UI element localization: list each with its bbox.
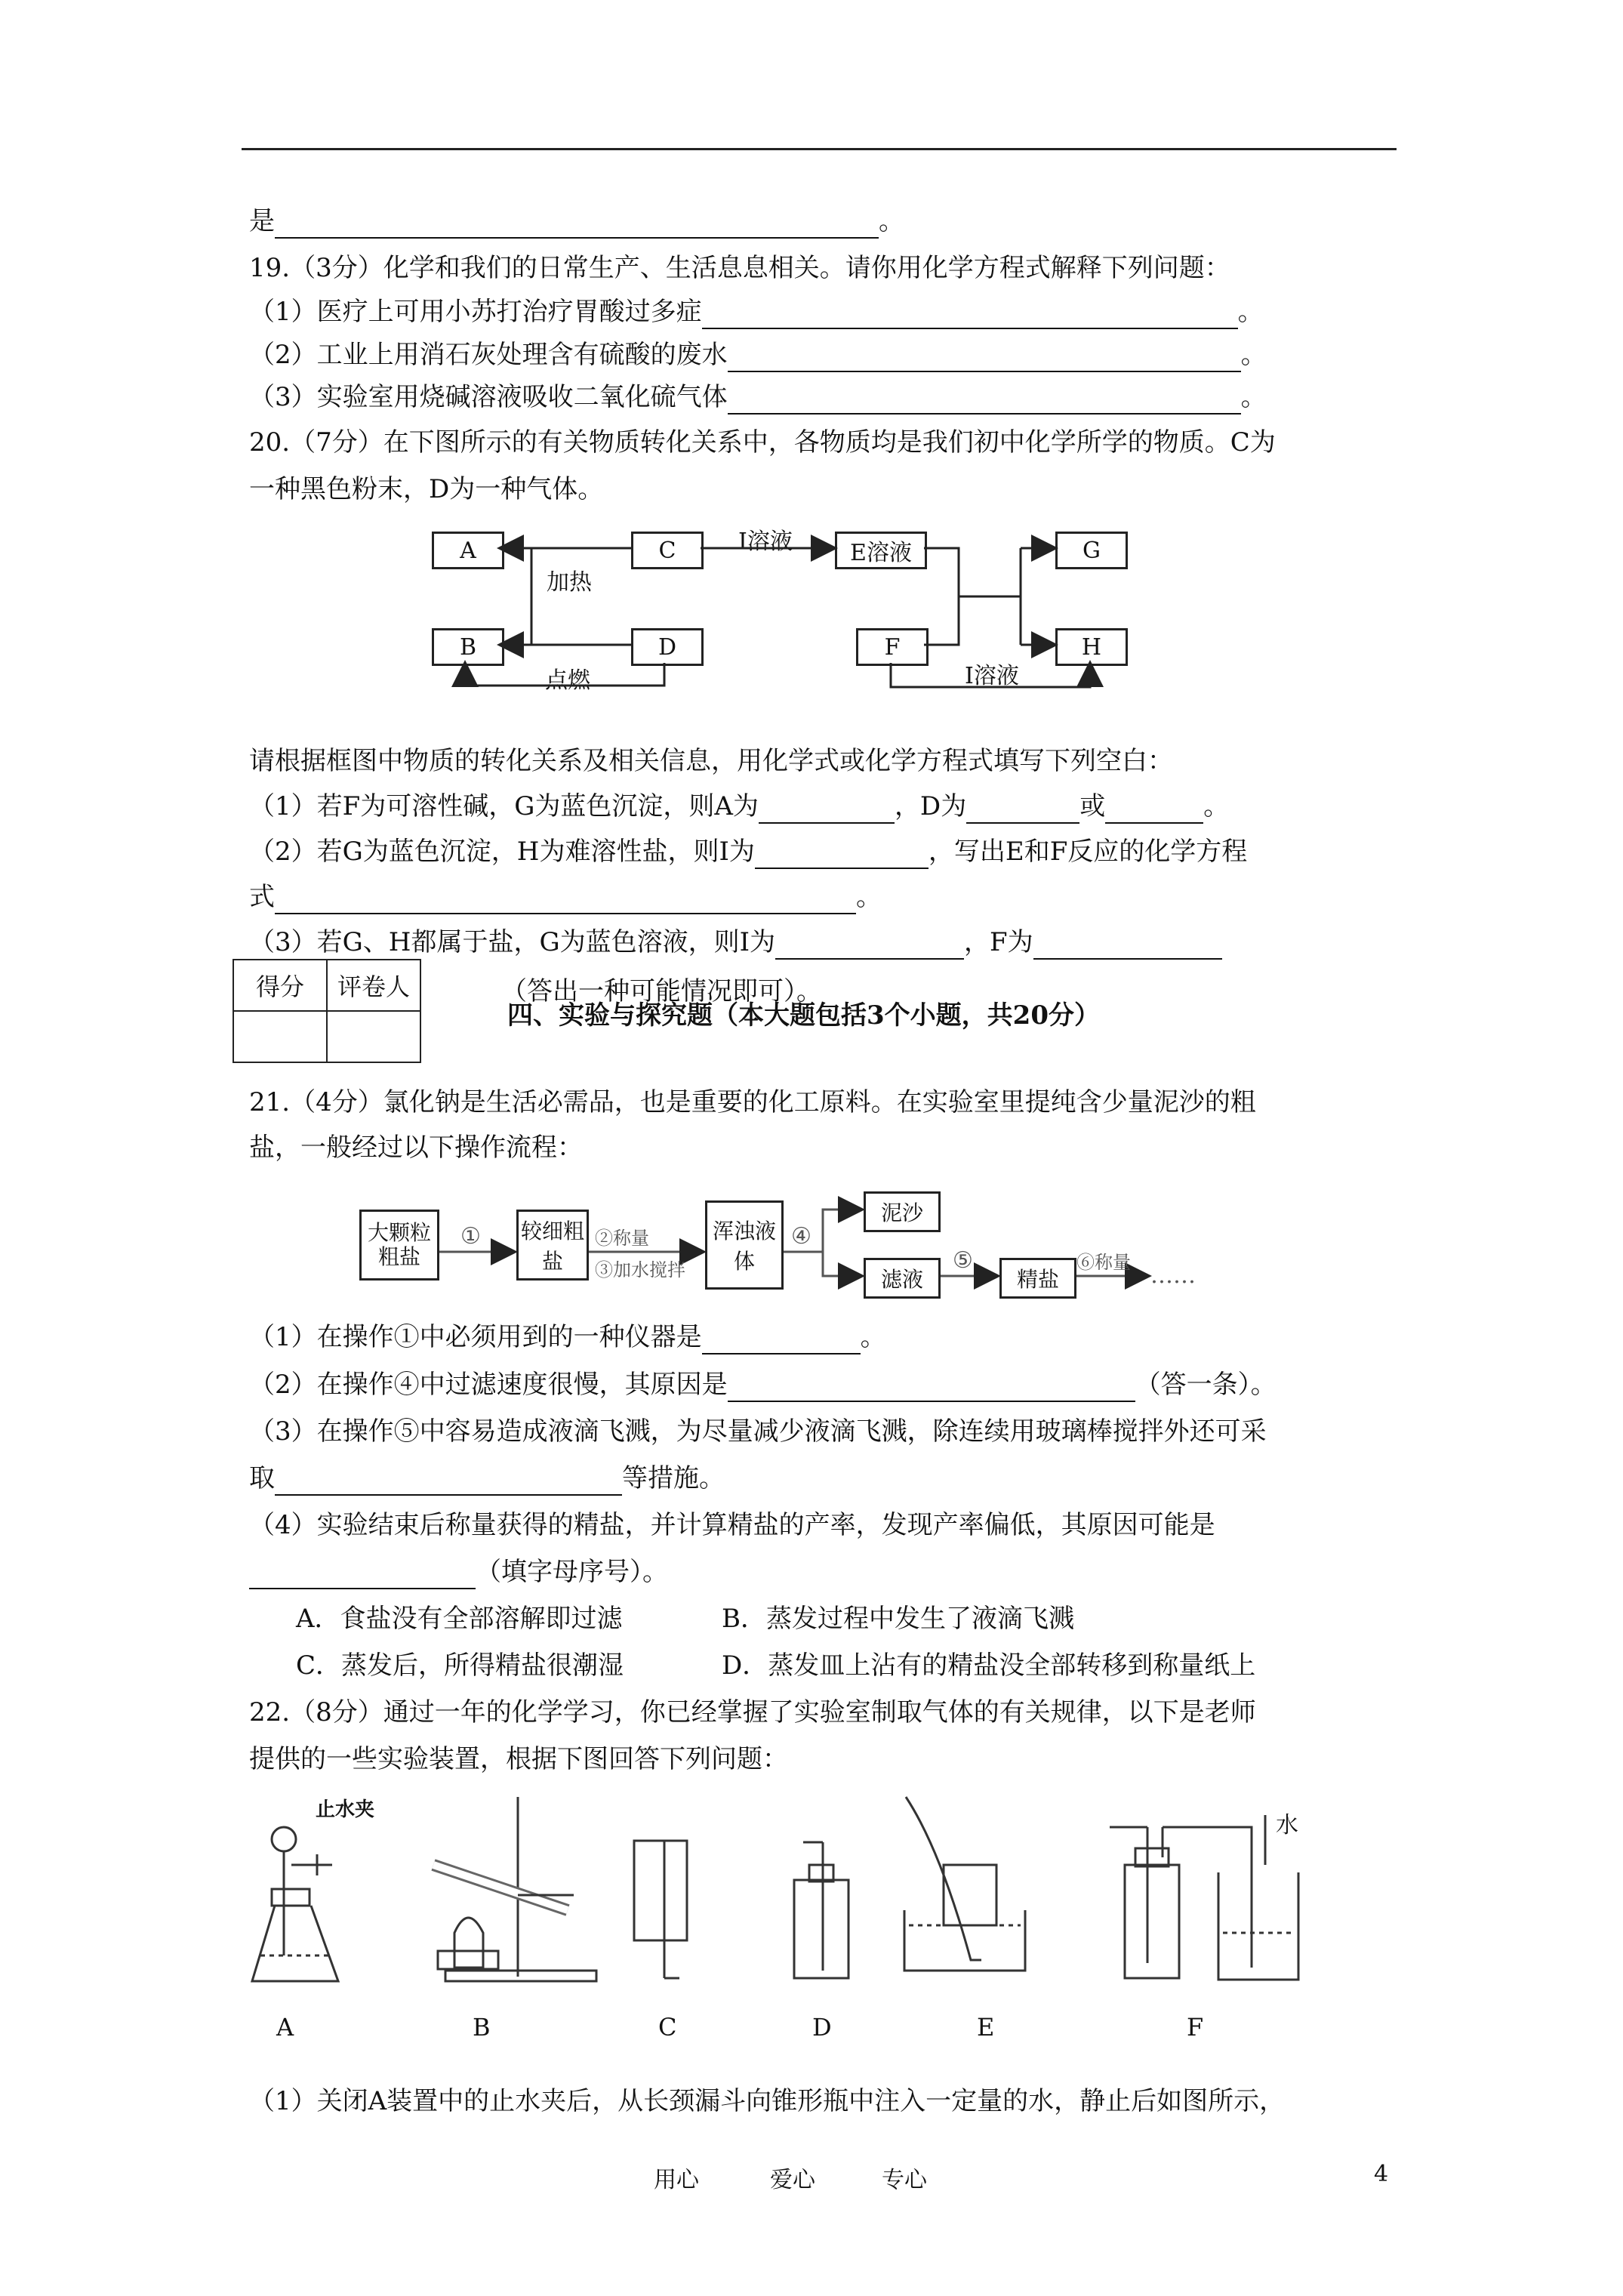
step-1-label: ① xyxy=(460,1223,481,1250)
option-b: B．蒸发过程中发生了液滴飞溅 xyxy=(722,1604,1074,1634)
header-rule xyxy=(242,148,1397,150)
box-e: E溶液 xyxy=(835,532,927,569)
answer-blank[interactable] xyxy=(966,795,1079,824)
question-20-3-note: （答出一种可能情况即可）。 xyxy=(501,976,822,1006)
answer-blank[interactable] xyxy=(275,210,879,239)
question-21: 21.（4分）氯化钠是生活必需品，也是重要的化工原料。在实验室里提纯含少量泥沙的粗 xyxy=(249,1087,1256,1117)
clamp-label: 止水夹 xyxy=(316,1798,375,1821)
apparatus-label-d: D xyxy=(812,2013,832,2042)
grader-cell[interactable] xyxy=(327,1011,420,1062)
question-19-2: （2）工业上用消石灰处理含有硫酸的废水 。 xyxy=(249,337,1267,372)
apparatus-d-drawing xyxy=(794,1842,848,1978)
section-4-title: 四、实验与探究题（本大题包括3个小题，共20分） xyxy=(507,1000,1100,1031)
question-21-3-cont: 取 等措施。 xyxy=(249,1461,725,1496)
question-22-cont: 提供的一些实验装置，根据下图回答下列问题： xyxy=(249,1744,788,1774)
apparatus-label-f: F xyxy=(1187,2013,1204,2042)
apparatus-label-a: A xyxy=(276,2013,294,2042)
question-20-2-cont: 式 。 xyxy=(249,880,882,914)
question-22: 22.（8分）通过一年的化学学习，你已经掌握了实验室制取气体的有关规律，以下是老师 xyxy=(249,1697,1256,1727)
step-2-label: ②称量 xyxy=(595,1228,649,1249)
water-label: 水 xyxy=(1276,1812,1298,1838)
box-g: G xyxy=(1055,532,1128,569)
question-20-2: （2）若G为蓝色沉淀，H为难溶性盐，则I为 ，写出E和F反应的化学方程 xyxy=(249,834,1247,869)
grader-header: 评卷人 xyxy=(327,960,420,1011)
question-20: 20.（7分）在下图所示的有关物质转化关系中，各物质均是我们初中化学所学的物质。C为 xyxy=(249,427,1276,458)
score-cell[interactable] xyxy=(233,1011,327,1062)
footer-item: 专心 xyxy=(882,2167,927,2193)
label-heat: 加热 xyxy=(547,569,592,596)
flow-box-filtrate: 滤液 xyxy=(864,1258,941,1299)
question-20-cont: 一种黑色粉末，D为一种气体。 xyxy=(249,474,604,504)
question-21-4: （4）实验结束后称量获得的精盐，并计算精盐的产率，发现产率偏低，其原因可能是 xyxy=(249,1510,1215,1540)
question-21-3: （3）在操作⑤中容易造成液滴飞溅，为尽量减少液滴飞溅，除连续用玻璃棒搅拌外还可采 xyxy=(249,1416,1267,1447)
answer-blank[interactable] xyxy=(728,386,1241,415)
flow-box-coarse-salt: 大颗粒粗盐 xyxy=(359,1210,439,1281)
flow-ellipsis: …… xyxy=(1150,1262,1196,1289)
question-19-3: （3）实验室用烧碱溶液吸收二氧化硫气体 。 xyxy=(249,380,1267,415)
box-b: B xyxy=(432,628,504,666)
box-d: D xyxy=(631,628,704,666)
answer-blank[interactable] xyxy=(728,344,1241,372)
apparatus-b-drawing xyxy=(433,1797,596,1981)
apparatus-label-b: B xyxy=(473,2013,491,2042)
step-4-label: ④ xyxy=(791,1223,812,1250)
apparatus-a-drawing xyxy=(252,1827,338,1981)
flow-box-sediment: 泥沙 xyxy=(864,1191,941,1232)
step-5-label: ⑤ xyxy=(953,1247,973,1274)
score-table xyxy=(233,959,421,1063)
answer-blank[interactable] xyxy=(755,840,929,869)
apparatus-e-drawing xyxy=(904,1797,1025,1971)
question-21-4-cont: （填字母序号）。 xyxy=(249,1555,668,1589)
answer-blank[interactable] xyxy=(1033,931,1222,960)
apparatus-c-drawing xyxy=(634,1841,687,1978)
step-6-label: ⑥称量 xyxy=(1076,1252,1131,1273)
box-f: F xyxy=(856,628,929,666)
footer-item: 爱心 xyxy=(770,2167,815,2193)
label-i-solution-bottom: I溶液 xyxy=(965,663,1019,689)
answer-blank[interactable] xyxy=(249,1561,476,1589)
answer-blank[interactable] xyxy=(702,1326,861,1354)
question-21-1: （1）在操作①中必须用到的一种仪器是 。 xyxy=(249,1320,886,1354)
option-c: C．蒸发后，所得精盐很潮湿 xyxy=(296,1650,624,1681)
apparatus-f-drawing xyxy=(1110,1815,1298,1980)
question-21-2: （2）在操作④中过滤速度很慢，其原因是 （答一条）。 xyxy=(249,1367,1277,1402)
box-h: H xyxy=(1055,628,1128,666)
flow-box-fine-salt: 较细粗盐 xyxy=(516,1210,589,1281)
question-19-1: （1）医疗上可用小苏打治疗胃酸过多症 。 xyxy=(249,294,1264,329)
answer-blank[interactable] xyxy=(702,300,1238,329)
question-22-1: （1）关闭A装置中的止水夹后，从长颈漏斗向锥形瓶中注入一定量的水，静止后如图所示， xyxy=(249,2086,1286,2116)
answer-blank[interactable] xyxy=(1105,795,1203,824)
answer-blank[interactable] xyxy=(275,1467,622,1496)
flow-box-refined-salt: 精盐 xyxy=(999,1258,1076,1299)
question-20-3: （3）若G、H都属于盐，G为蓝色溶液，则I为 ，F为 xyxy=(249,925,1222,960)
footer-item: 用心 xyxy=(654,2167,699,2193)
box-a: A xyxy=(432,532,504,569)
answer-blank[interactable] xyxy=(728,1373,1135,1402)
option-d: D．蒸发皿上沾有的精盐没全部转移到称量纸上 xyxy=(722,1650,1256,1681)
flow-box-turbid-liquid: 浑浊液体 xyxy=(705,1200,784,1290)
label-ignite: 点燃 xyxy=(545,667,590,694)
question-20-instructions: 请根据框图中物质的转化关系及相关信息，用化学式或化学方程式填写下列空白： xyxy=(249,746,1173,776)
answer-blank[interactable] xyxy=(759,795,895,824)
question-19: 19.（3分）化学和我们的日常生产、生活息息相关。请你用化学方程式解释下列问题： xyxy=(249,253,1230,283)
answer-blank[interactable] xyxy=(775,931,964,960)
option-a: A．食盐没有全部溶解即过滤 xyxy=(296,1604,623,1634)
score-header: 得分 xyxy=(233,960,327,1011)
apparatus-label-e: E xyxy=(977,2013,995,2042)
text-line: 是 。 xyxy=(249,204,904,239)
page-number: 4 xyxy=(1374,2161,1389,2187)
question-21-cont: 盐，一般经过以下操作流程： xyxy=(249,1133,583,1163)
answer-blank[interactable] xyxy=(275,886,856,914)
box-c: C xyxy=(631,532,704,569)
label-i-solution-top: I溶液 xyxy=(738,529,793,555)
question-20-1: （1）若F为可溶性碱，G为蓝色沉淀，则A为 ，D为 或 。 xyxy=(249,789,1229,824)
apparatus-label-c: C xyxy=(658,2013,677,2042)
step-3-label: ③加水搅拌 xyxy=(595,1259,685,1281)
